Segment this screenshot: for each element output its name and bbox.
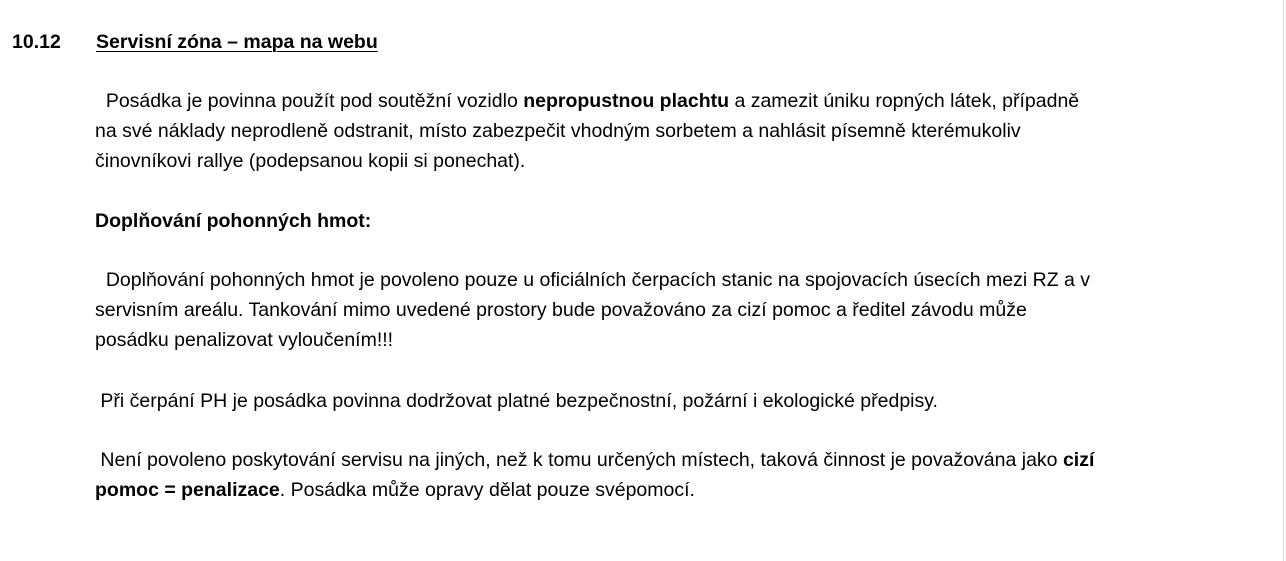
paragraph-line: na své náklady neprodleně odstranit, místo zabezpečit vhodným sorbetem a nahlásit písemně kterémukoliv (95, 120, 1021, 142)
paragraph-line: Doplňování pohonných hmot je povoleno pouze u oficiálních čerpacích stanic na spojovacích úsecích mezi RZ a v (95, 269, 1091, 291)
section-heading (12, 31, 378, 54)
bold-text-run: pomoc = penalizace (95, 479, 280, 501)
text-run: Není povoleno poskytování servisu na jiných, než k tomu určených místech, taková činnost je považována jako (95, 449, 1063, 471)
paragraph-line (95, 445, 1245, 475)
fuel-subheading: Doplňování pohonných hmot: (95, 210, 372, 232)
text-run: Posádka je povinna použít pod soutěžní vozidlo (95, 90, 524, 112)
page-edge-divider (1283, 0, 1284, 561)
bold-text-run: nepropustnou plachtu (523, 90, 730, 112)
paragraph-line (95, 475, 1245, 505)
paragraph-line: posádku penalizovat vyloučením!!! (95, 329, 394, 351)
bold-text-run: cizí (1062, 449, 1095, 471)
text-run: a zamezit úniku ropných látek, případně (729, 90, 1080, 112)
paragraph-line: servisním areálu. Tankování mimo uvedené prostory bude považováno za cizí pomoc a ředitel závodu může (95, 299, 1027, 321)
paragraph-line: činovníkovi rallye (podepsanou kopii si ponechat). (95, 150, 526, 172)
paragraph-fuel (95, 265, 1245, 355)
section-number: 10.12 (12, 31, 61, 53)
section-title: Servisní zóna – mapa na webu (96, 31, 378, 53)
paragraph-service (95, 445, 1245, 505)
text-run: . Posádka může opravy dělat pouze svépomocí. (279, 479, 695, 501)
paragraph-safety: Při čerpání PH je posádka povinna dodržovat platné bezpečnostní, požární i ekologické předpisy. (95, 390, 938, 412)
paragraph-tarp (95, 86, 1245, 176)
paragraph-line (95, 86, 1245, 116)
